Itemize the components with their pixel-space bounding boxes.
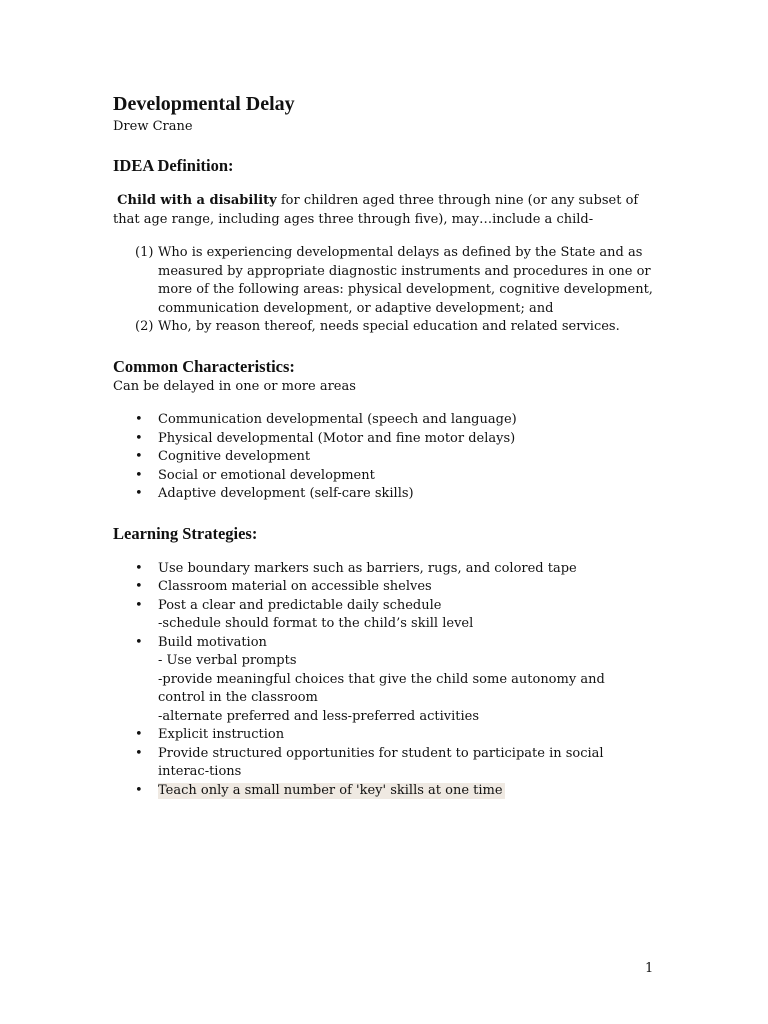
list-item: • Physical developmental (Motor and fine motor delays) — [135, 430, 653, 449]
list-item — [135, 726, 653, 745]
list-item — [135, 745, 653, 782]
list-item — [135, 578, 653, 597]
list-item: • Adaptive development (self-care skills) — [135, 485, 653, 504]
item-number: (1) — [135, 245, 154, 260]
strategies-list — [113, 560, 653, 801]
common-characteristics-subtitle: Can be delayed in one or more areas — [113, 378, 356, 394]
strategy-subpoint: -provide meaningful choices that give the child some autonomy and control in the classroom — [158, 671, 605, 705]
document-author: Drew Crane — [113, 119, 193, 134]
strategy-text: Use boundary markers such as barriers, rugs, and colored tape — [158, 560, 577, 576]
list-item: • Social or emotional development — [135, 467, 653, 486]
page-number: 1 — [645, 961, 654, 976]
list-item — [135, 560, 653, 579]
strategy-text: • Post a clear and predictable daily schedule — [158, 597, 442, 613]
strategy-text: Classroom material on accessible shelves — [158, 579, 432, 594]
list-item: • Communication developmental (speech and language) — [135, 411, 653, 430]
strategy-text: Explicit instruction — [158, 727, 285, 742]
strategy-text: Provide structured opportunities for student to participate in social interac-tions — [158, 745, 604, 779]
list-item — [135, 634, 653, 727]
highlighted-strategy-text: Teach only a small number of 'key' skills at one time — [158, 782, 503, 798]
list-item: • Cognitive development — [135, 448, 653, 467]
list-item — [135, 782, 653, 801]
item-number: (2) — [135, 319, 154, 334]
strategy-subpoint: -schedule should format to the child’s skill level — [158, 616, 474, 631]
strategy-subpoint: - Use verbal prompts — [158, 653, 297, 668]
list-item — [135, 597, 653, 634]
strategy-subpoint: -alternate preferred and less-preferred activities — [158, 708, 480, 724]
idea-definition-list — [113, 244, 653, 337]
idea-definition-heading: IDEA Definition: — [113, 156, 234, 175]
idea-definition-term: Child with a disability — [117, 193, 277, 208]
document-title: Developmental Delay — [113, 93, 295, 115]
strategy-text: • Build motivation — [158, 634, 267, 650]
idea-definition-item — [135, 244, 653, 318]
item-text: Who, by reason thereof, needs special education and related services. — [158, 319, 620, 334]
idea-definition-intro — [113, 192, 653, 229]
idea-definition-text: for children aged three through nine (or any subset of that age range, including ages three through five), may…include a child- — [113, 193, 639, 227]
learning-strategies-heading: Learning Strategies: — [113, 523, 258, 543]
document-content — [113, 92, 653, 800]
common-characteristics-heading: Common Characteristics: — [113, 356, 295, 376]
characteristics-list — [113, 411, 653, 504]
item-text: Who is experiencing developmental delays as defined by the State and as measured by appropriate diagnostic instruments and procedures in one or more of the following areas: physical development, cognitive development, communication development, or adaptive development; and — [158, 245, 653, 316]
idea-definition-item — [135, 318, 653, 337]
